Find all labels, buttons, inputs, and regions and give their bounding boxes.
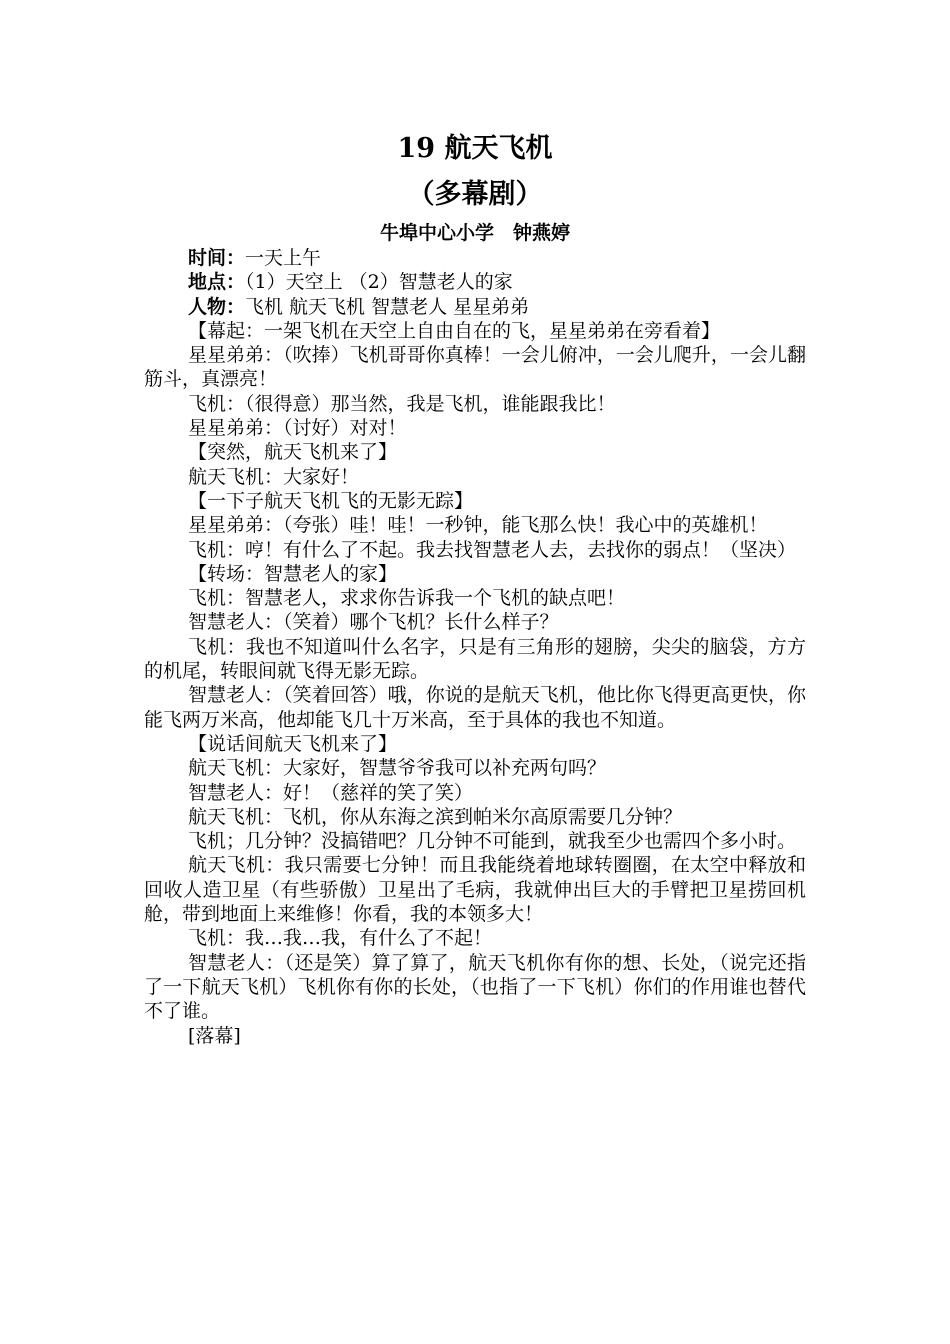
time-value: 一天上午	[245, 247, 322, 269]
script-line: 航天飞机：我只需要七分钟！而且我能绕着地球转圈圈，在太空中释放和回收人造卫星（有些骄傲）卫星出了毛病，我就伸出巨大的手臂把卫星捞回机舱，带到地面上来维修！你看，我的本领多大！	[144, 854, 806, 926]
script-line: 智慧老人：（笑着）哪个飞机？长什么样子？	[188, 611, 559, 634]
document-page	[144, 128, 806, 1048]
script-line: 智慧老人：好！（慈祥的笑了笑）	[188, 781, 474, 804]
script-line: 星星弟弟：（吹捧）飞机哥哥你真棒！一会儿俯冲，一会儿爬升，一会儿翻筋斗，真漂亮！	[144, 344, 806, 391]
place-line	[144, 270, 806, 294]
script-line: 飞机：我…我…我，有什么了不起！	[188, 927, 493, 950]
script-line: 飞机：哼！有什么了不起。我去找智慧老人去，去找你的弱点！（坚决）	[188, 538, 797, 561]
script-line: [落幕]	[188, 1024, 241, 1047]
script-line: 航天飞机：飞机，你从东海之滨到帕米尔高原需要几分钟？	[188, 805, 683, 828]
time-label: 时间：	[188, 247, 246, 269]
place-value: （1）天空上 （2）智慧老人的家	[245, 271, 513, 294]
script-line: 星星弟弟：（讨好）对对！	[188, 417, 407, 440]
script-line: 飞机：（很得意）那当然，我是飞机，谁能跟我比！	[188, 392, 616, 415]
script-line: 航天飞机：大家好，智慧爷爷我可以补充两句吗？	[188, 757, 607, 780]
time-line	[144, 246, 806, 270]
script-line: 【转场：智慧老人的家】	[188, 562, 398, 585]
script-line: 【幕起：一架飞机在天空上自由自在的飞，星星弟弟在旁看着】	[188, 319, 721, 342]
characters-label: 人物：	[188, 295, 246, 318]
document-author: 牛埠中心小学 钟燕婷	[379, 222, 570, 244]
script-line: 智慧老人：（还是笑）算了算了，航天飞机你有你的想、长处，（说完还指了一下航天飞机）飞机你有你的长处，（也指了一下飞机）你们的作用谁也替代不了谁。	[144, 951, 806, 1023]
script-line: 星星弟弟：（夸张）哇！哇！一秒钟，能飞那么快！我心中的英雄机！	[188, 514, 768, 537]
characters-value: 飞机 航天飞机 智慧老人 星星弟弟	[245, 295, 530, 318]
script-line: 航天飞机：大家好！	[188, 465, 360, 488]
place-label: 地点：	[188, 271, 246, 294]
script-line: 飞机；几分钟？没搞错吧？几分钟不可能到，就我至少也需四个多小时。	[188, 830, 797, 853]
script-line: 【突然，航天飞机来了】	[188, 441, 398, 464]
script-line: 飞机：智慧老人，求求你告诉我一个飞机的缺点吧！	[188, 587, 626, 610]
document-title: 19 航天飞机	[397, 133, 553, 164]
script-line: 智慧老人：（笑着回答）哦，你说的是航天飞机，他比你飞得更高更快，你能飞两万米高，他却能飞几十万米高，至于具体的我也不知道。	[144, 684, 806, 731]
script-line: 【一下子航天飞机飞的无影无踪】	[188, 489, 474, 512]
document-subtitle: （多幕剧）	[407, 179, 543, 210]
script-line: 【说话间航天飞机来了】	[188, 732, 398, 755]
script-line: 飞机：我也不知道叫什么名字，只是有三角形的翅膀，尖尖的脑袋，方方的机尾，转眼间就飞得无影无踪。	[144, 635, 806, 683]
characters-line	[144, 295, 806, 319]
